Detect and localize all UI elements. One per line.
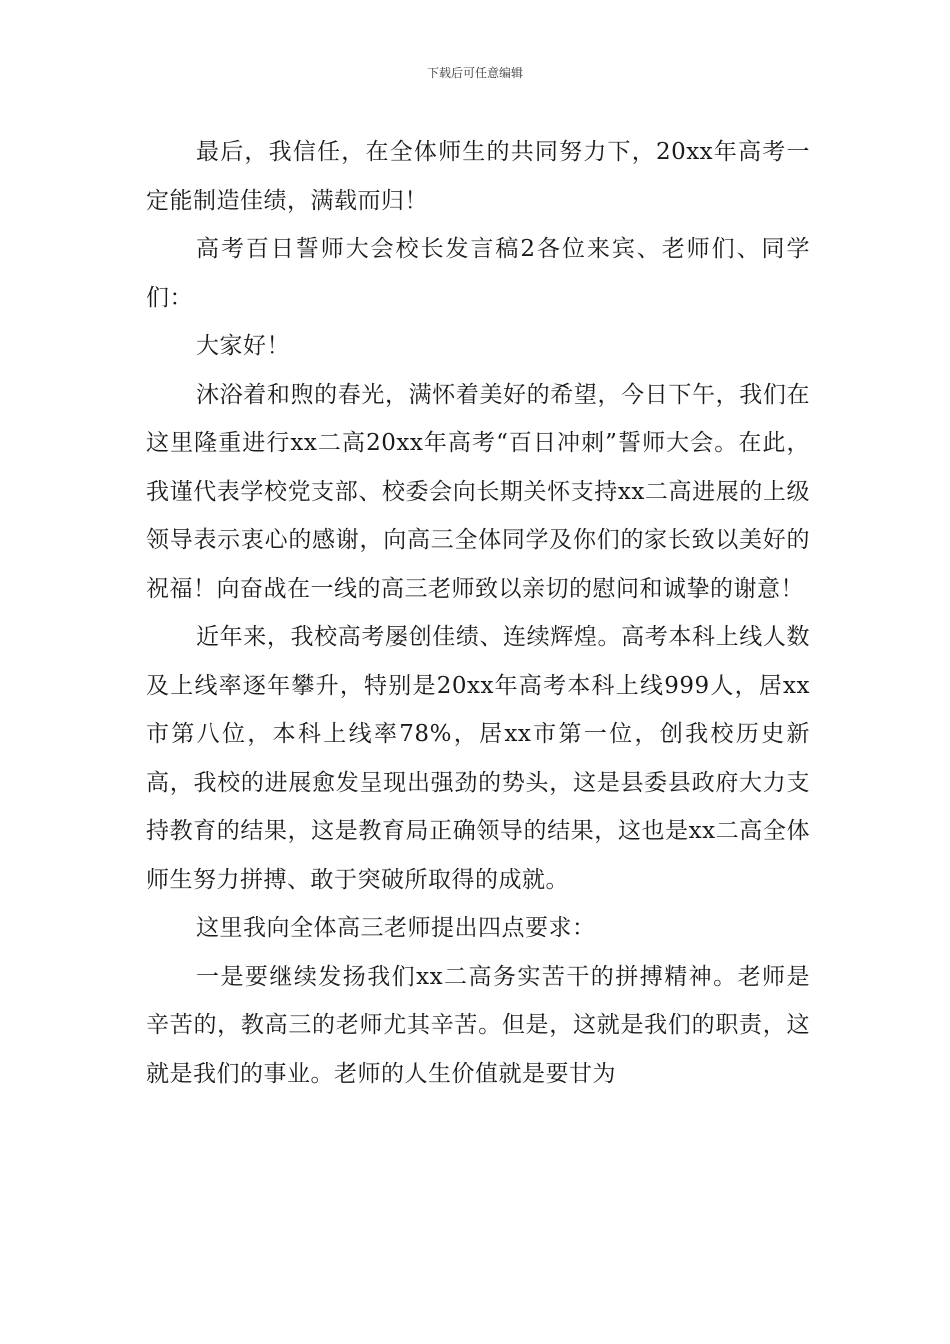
document-body xyxy=(146,128,810,1098)
paragraph-closing: 最后，我信任，在全体师生的共同努力下，20xx年高考一定能制造佳绩，满载而归！ xyxy=(146,139,810,214)
paragraph-speech-title: 高考百日誓师大会校长发言稿2各位来宾、老师们、同学们： xyxy=(146,236,810,311)
page-header: 下载后可任意编辑 xyxy=(426,66,523,80)
paragraph-requirements-intro: 这里我向全体高三老师提出四点要求： xyxy=(196,915,596,941)
paragraph-requirement-one: 一是要继续发扬我们xx二高务实苦干的拼搏精神。老师是辛苦的，教高三的老师尤其辛苦。但是，这就是我们的职责，这就是我们的事业。老师的人生价值就是要甘为 xyxy=(146,963,810,1087)
paragraph-opening: 沐浴着和煦的春光，满怀着美好的希望，今日下午，我们在这里隆重进行xx二高20xx年高考“百日冲刺”誓师大会。在此，我谨代表学校党支部、校委会向长期关怀支持xx二高进展的上级领导表示衷心的感谢，向高三全体同学及你们的家长致以美好的祝福！向奋战在一线的高三老师致以亲切的慰问和诚挚的谢意！ xyxy=(146,381,810,602)
paragraph-achievements: 近年来，我校高考屡创佳绩、连续辉煌。高考本科上线人数及上线率逐年攀升，特别是20xx年高考本科上线999人，居xx市第八位，本科上线率78%，居xx市第一位，创我校历史新高，我校的进展愈发呈现出强劲的势头，这是县委县政府大力支持教育的结果，这是教育局正确领导的结果，这也是xx二高全体师生努力拼搏、敢于突破所取得的成就。 xyxy=(146,624,810,893)
paragraph-greeting: 大家好！ xyxy=(196,333,290,359)
